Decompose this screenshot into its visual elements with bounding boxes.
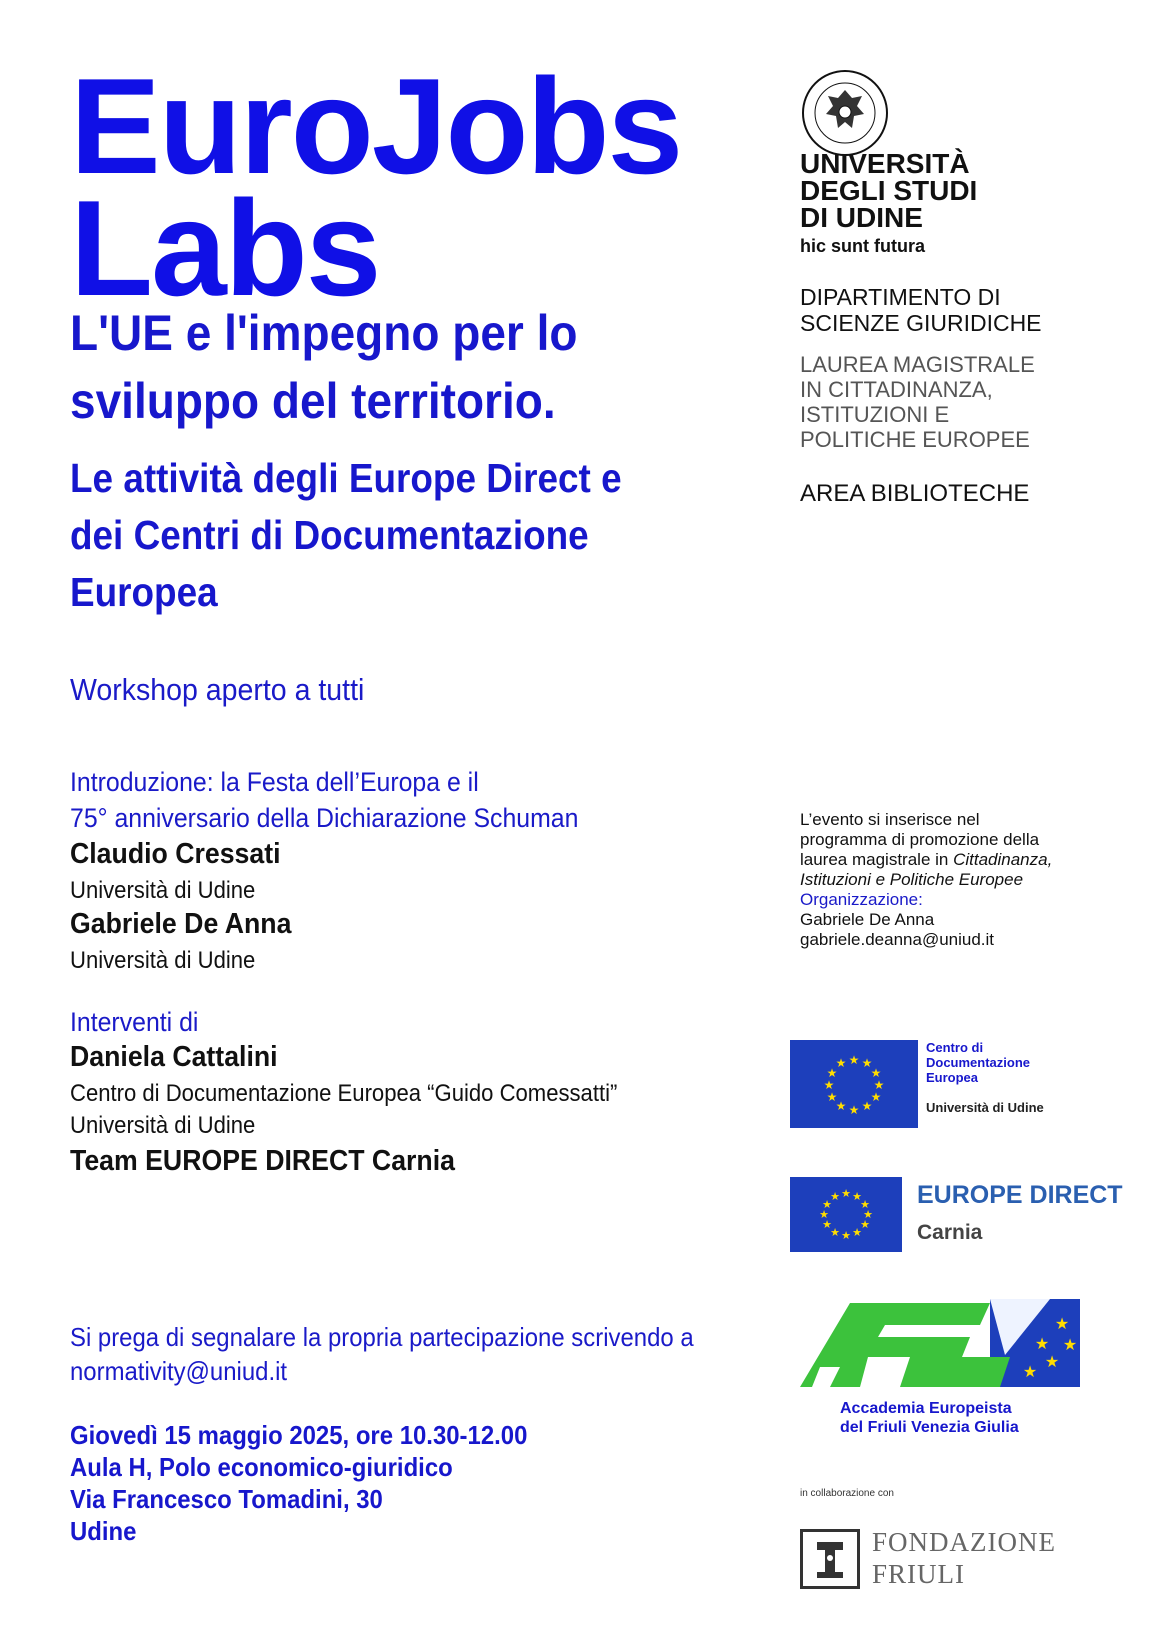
- event-city: Udine: [70, 1516, 137, 1546]
- svg-text:★: ★: [1054, 1316, 1070, 1333]
- svg-text:★: ★: [870, 1090, 882, 1104]
- svg-text:★: ★: [819, 1209, 829, 1221]
- degree-line-2: IN CITTADINANZA,: [800, 377, 993, 402]
- svg-text:★: ★: [823, 1078, 835, 1092]
- svg-text:★: ★: [826, 1090, 838, 1104]
- svg-text:★: ★: [1062, 1337, 1078, 1354]
- svg-text:★: ★: [863, 1209, 873, 1221]
- svg-text:★: ★: [835, 1056, 847, 1070]
- workshop-label: Workshop aperto a tutti: [70, 672, 365, 707]
- svg-text:★: ★: [826, 1066, 838, 1080]
- svg-text:★: ★: [1044, 1354, 1060, 1371]
- note-italic: Istituzioni e Politiche Europee: [800, 870, 1024, 889]
- speaker-affiliation: Università di Udine: [70, 877, 256, 904]
- org-email[interactable]: gabriele.deanna@uniud.it: [800, 930, 995, 949]
- cde-logo-text: Europea: [926, 1070, 979, 1085]
- cde-logo: [790, 1040, 1120, 1128]
- event-note: [800, 810, 1130, 950]
- cde-logo-text: Documentazione: [926, 1055, 1031, 1070]
- speaker-name: Daniela Cattalini: [70, 1041, 278, 1073]
- registration-email[interactable]: normativity@uniud.it: [70, 1356, 288, 1386]
- svg-text:★: ★: [861, 1056, 873, 1070]
- note-line: L’evento si inserisce nel: [800, 810, 980, 829]
- department-line-2: SCIENZE GIURIDICHE: [800, 310, 1042, 336]
- eu-flag-icon: [790, 1040, 918, 1128]
- note-line: [800, 850, 1130, 870]
- svg-text:★: ★: [830, 1227, 840, 1239]
- university-name-2: DEGLI STUDI: [800, 175, 978, 206]
- org-label: Organizzazione:: [800, 890, 923, 909]
- svg-text:★: ★: [848, 1053, 860, 1067]
- svg-text:★: ★: [1022, 1364, 1038, 1381]
- speaker-name: Gabriele De Anna: [70, 908, 292, 940]
- svg-text:★: ★: [841, 1230, 851, 1242]
- svg-text:★: ★: [1034, 1336, 1050, 1353]
- speaker-affiliation: Università di Udine: [70, 947, 256, 974]
- title-line-2: Labs: [70, 172, 380, 324]
- intro-line-1: Introduzione: la Festa dell’Europa e il: [70, 767, 479, 797]
- event-street: Via Francesco Tomadini, 30: [70, 1484, 383, 1514]
- accademia-europeista-logo: [790, 1295, 1090, 1435]
- svg-text:★: ★: [841, 1188, 851, 1200]
- subtitle2-line-1: Le attività degli Europe Direct e: [70, 455, 622, 501]
- subtitle2-line-3: Europea: [70, 569, 218, 615]
- cde-logo-text: Centro di: [926, 1040, 984, 1055]
- fondazione-emblem-icon: [800, 1529, 860, 1589]
- fondazione-friuli-logo: [800, 1525, 1060, 1595]
- note-italic: Cittadinanza,: [953, 850, 1053, 869]
- svg-text:★: ★: [835, 1099, 847, 1113]
- europe-direct-logo: [790, 1177, 1130, 1252]
- eu-flag-icon: [790, 1177, 902, 1252]
- ae-logo-text: Accademia Europeista: [840, 1400, 1012, 1417]
- event-date: Giovedì 15 maggio 2025, ore 10.30-12.00: [70, 1420, 528, 1450]
- university-seal: [800, 68, 890, 158]
- cde-logo-university: Università di Udine: [926, 1100, 1044, 1115]
- svg-text:★: ★: [830, 1191, 840, 1203]
- collaboration-label: in collaborazione con: [800, 1488, 894, 1499]
- note-line: programma di promozione della: [800, 830, 1040, 849]
- svg-text:★: ★: [870, 1066, 882, 1080]
- department-line-1: DIPARTIMENTO DI: [800, 284, 1001, 310]
- registration-text: Si prega di segnalare la propria partecipazione scrivendo a: [70, 1322, 694, 1352]
- team-name: Team EUROPE DIRECT Carnia: [70, 1145, 455, 1177]
- europe-direct-subtitle: Carnia: [917, 1221, 983, 1244]
- svg-text:★: ★: [852, 1191, 862, 1203]
- org-name: Gabriele De Anna: [800, 910, 935, 929]
- subtitle-line-2: sviluppo del territorio.: [70, 373, 556, 429]
- university-name-1: UNIVERSITÀ: [800, 148, 970, 179]
- university-motto: hic sunt futura: [800, 236, 925, 256]
- speaker-affiliation: Università di Udine: [70, 1112, 256, 1139]
- note-text: laurea magistrale in: [800, 850, 954, 869]
- area-biblioteche: AREA BIBLIOTECHE: [800, 480, 1030, 507]
- svg-text:★: ★: [860, 1219, 870, 1231]
- subtitle-line-1: L'UE e l'impegno per lo: [70, 305, 578, 361]
- degree-line-1: LAUREA MAGISTRALE: [800, 352, 1035, 377]
- svg-text:★: ★: [860, 1199, 870, 1211]
- ae-logo-text: del Friuli Venezia Giulia: [840, 1419, 1019, 1436]
- svg-text:★: ★: [873, 1078, 885, 1092]
- ae-mark-icon: [790, 1295, 1085, 1395]
- fondazione-name-1: FONDAZIONE: [872, 1527, 1056, 1557]
- speaker-affiliation: Centro di Documentazione Europea “Guido Comessatti”: [70, 1080, 618, 1107]
- interventi-label: Interventi di: [70, 1007, 199, 1037]
- degree-line-3: ISTITUZIONI E: [800, 402, 950, 427]
- svg-text:★: ★: [861, 1099, 873, 1113]
- degree-line-4: POLITICHE EUROPEE: [800, 427, 1030, 452]
- svg-text:★: ★: [852, 1227, 862, 1239]
- svg-text:★: ★: [822, 1199, 832, 1211]
- fondazione-name-2: FRIULI: [872, 1559, 965, 1589]
- event-room: Aula H, Polo economico-giuridico: [70, 1452, 453, 1482]
- title-line-1: EuroJobs: [70, 50, 682, 202]
- svg-text:★: ★: [848, 1103, 860, 1117]
- intro-line-2: 75° anniversario della Dichiarazione Schuman: [70, 803, 579, 833]
- europe-direct-title: EUROPE DIRECT: [917, 1181, 1123, 1209]
- svg-text:★: ★: [822, 1219, 832, 1231]
- subtitle2-line-2: dei Centri di Documentazione: [70, 512, 589, 558]
- university-name-3: DI UDINE: [800, 202, 923, 233]
- speaker-name: Claudio Cressati: [70, 838, 281, 870]
